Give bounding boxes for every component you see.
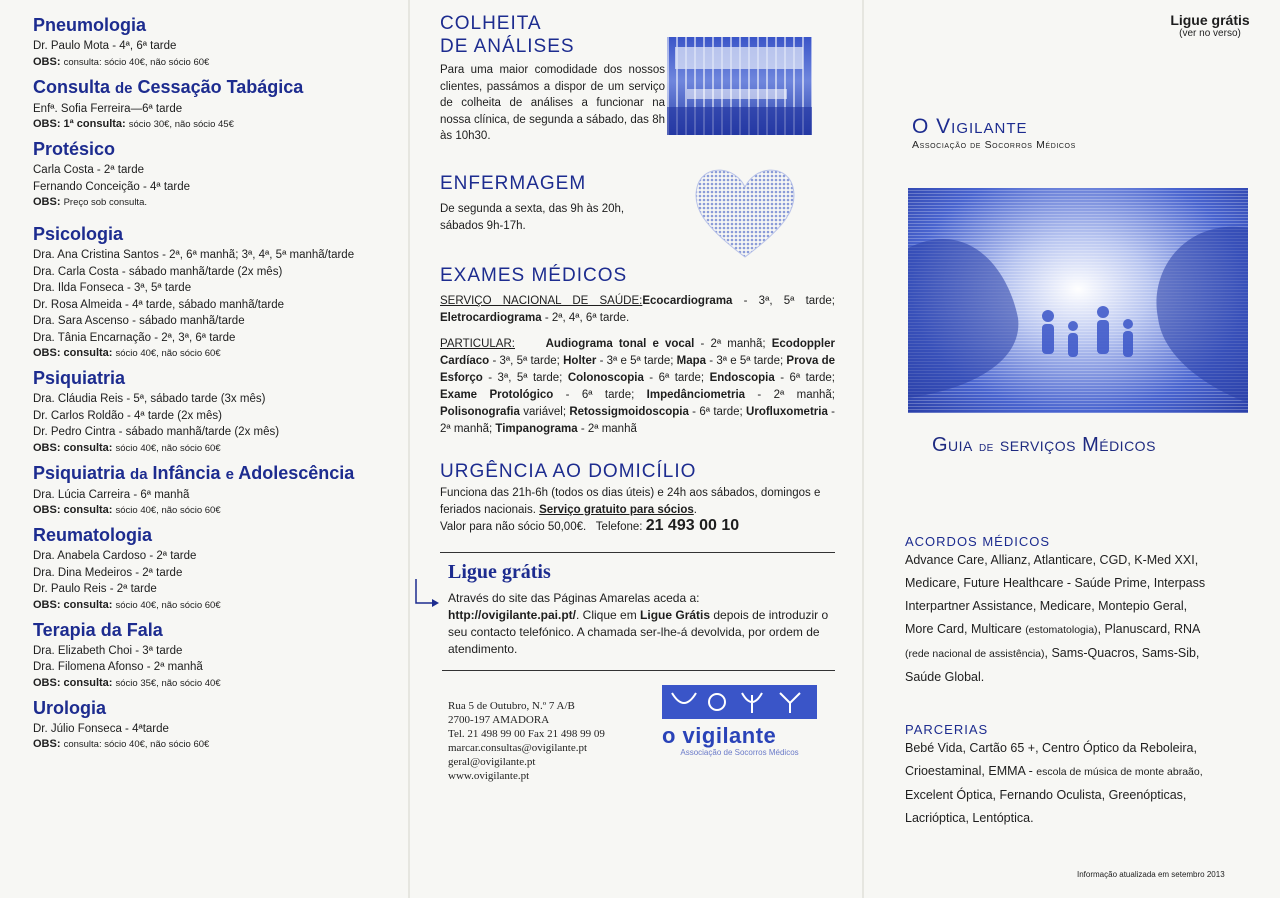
- enfermagem-text: De segunda a sexta, das 9h às 20h, sábados 9h-17h.: [440, 203, 625, 232]
- section-psiquiatria: [33, 368, 398, 456]
- obs-line: OBS: consulta: sócio 40€, não sócio 60€: [33, 55, 210, 68]
- section-title: Reumatologia: [33, 525, 153, 545]
- doctor-line: Dra. Anabela Cardoso - 2ª tarde: [33, 550, 197, 562]
- parcerias-section: [905, 722, 1265, 830]
- section-title: Urologia: [33, 697, 107, 718]
- section-enfermagem: [440, 172, 835, 262]
- section-pneumologia: [33, 15, 398, 70]
- section-ligue-gratis: [440, 553, 835, 670]
- logo-subtitle: Associação de Socorros Médicos: [680, 747, 799, 757]
- section-title: Protésico: [33, 139, 116, 159]
- arrow-icon: [412, 577, 442, 611]
- section-protesico: [33, 139, 398, 210]
- doctor-line: Dra. Sara Ascenso - sábado manhã/tarde: [33, 315, 245, 327]
- email-link[interactable]: geral@ovigilante.pt: [448, 755, 536, 768]
- acordos-section: [905, 534, 1265, 689]
- doctor-line: Dra. Cláudia Reis - 5ª, sábado tarde (3x mês): [33, 393, 266, 405]
- section-title: Psiquiatria da Infância e Adolescência: [33, 462, 355, 483]
- section-title: Psicologia: [33, 224, 124, 244]
- acordos-list: Advance Care, Allianz, Atlanticare, CGD, K-Med XXI, Medicare, Future Healthcare - Saúde Prime, Interpass Interpartner Assistance, Medicare, Montepio Geral, More Card, Multicare (estomatologia), Planuscard, RNA (rede nacional de assistência), Sams-Quacros, Sams-Sib, Saúde Global.: [905, 553, 1206, 684]
- heart-icon: [690, 162, 800, 262]
- ligue-text: Através do site das Páginas Amarelas aceda a: http://ovigilante.pai.pt/. Clique em Ligue Grátis depois de introduzir o seu contacto telefónico. A chamada ser-lhe-á devolvida, por ordem de atendimento.: [448, 590, 829, 656]
- org-header: [912, 115, 1076, 151]
- org-name: O Vigilante: [912, 115, 1028, 138]
- obs-line: OBS: consulta: sócio 40€, não sócio 60€: [33, 598, 221, 611]
- section-title: Ligue grátis: [448, 560, 551, 583]
- section-urologia: [33, 698, 398, 753]
- acordos-title: ACORDOS MÉDICOS: [905, 534, 1051, 549]
- logo-emblem-icon: [662, 685, 817, 719]
- section-title: DE ANÁLISES: [440, 36, 575, 57]
- logo: [662, 685, 817, 757]
- section-title: Consulta de Cessação Tabágica: [33, 76, 304, 97]
- ligue-gratis-badge: [1150, 12, 1270, 39]
- website-link[interactable]: www.ovigilante.pt: [448, 769, 530, 782]
- obs-line: OBS: consulta: sócio 40€, não sócio 60€: [33, 347, 221, 359]
- exames-particular: PARTICULAR: Audiograma tonal e vocal - 2ª manhã; Ecodoppler Cardíaco - 3ª, 5ª tarde; Holter - 3ª e 5ª tarde; Mapa - 3ª e 5ª tarde; Prova de Esforço - 3ª, 5ª tarde; Colonoscopia - 6ª tarde; Endoscopia - 6ª tarde; Exame Protológico - 6ª tarde; Impedânciometria - 2ª manhã; Polisonografia variável; Retossigmoidoscopia - 6ª tarde; Urofluxometria - 2ª manhã; Timpanograma - 2ª manhã: [440, 338, 836, 435]
- section-title: ENFERMAGEM: [440, 173, 587, 194]
- obs-line: OBS: 1ª consulta: sócio 30€, não sócio 45€: [33, 118, 234, 130]
- section-title: EXAMES MÉDICOS: [440, 265, 628, 286]
- divider: [442, 670, 835, 671]
- exames-sns: SERVIÇO NACIONAL DE SAÚDE:Ecocardiograma - 3ª, 5ª tarde; Eletrocardiograma - 2ª, 4ª, 6ª tarde.: [440, 295, 835, 324]
- section-title: Psiquiatria: [33, 368, 126, 388]
- hero-image: [908, 188, 1248, 413]
- section-title: Pneumologia: [33, 15, 147, 35]
- left-panel: [0, 0, 410, 898]
- address-line: Rua 5 de Outubro, N.º 7 A/B: [448, 699, 575, 712]
- section-reumatologia: [33, 525, 398, 613]
- middle-panel: [410, 0, 865, 898]
- doctor-line: Dra. Ilda Fonseca - 3ª, 5ª tarde: [33, 282, 192, 294]
- lab-photo: [667, 37, 812, 135]
- section-cessacao-tabagica: [33, 77, 398, 133]
- doctor-line: Dra. Tânia Encarnação - 2ª, 3ª, 6ª tarde: [33, 331, 236, 344]
- obs-line: OBS: Preço sob consulta.: [33, 196, 147, 208]
- doctor-line: Dra. Carla Costa - sábado manhã/tarde (2x mês): [33, 265, 283, 278]
- section-terapia-fala: [33, 620, 398, 691]
- logo-text: o vigilante: [662, 722, 777, 748]
- ligue-gratis-subtitle: (ver no verso): [1179, 28, 1241, 39]
- urgencia-text: Funciona das 21h-6h (todos os dias úteis) e 24h aos sábados, domingos e feriados nacionais. Serviço gratuito para sócios.: [440, 487, 821, 516]
- ligue-gratis-title: Ligue grátis: [1170, 12, 1250, 28]
- doctor-line: Dr. Júlio Fonseca - 4ªtarde: [33, 722, 169, 735]
- obs-line: OBS: consulta: sócio 35€, não sócio 40€: [33, 676, 221, 689]
- section-urgencia: [440, 460, 835, 536]
- obs-line: OBS: consulta: sócio 40€, não sócio 60€: [33, 738, 210, 750]
- parcerias-list: Bebé Vida, Cartão 65 +, Centro Óptico da Reboleira, Crioestaminal, EMMA - escola de música de monte abraão, Excelent Óptica, Fernando Oculista, Greenópticas, Lacrióptica, Lentóptica.: [905, 741, 1203, 825]
- doctor-line: Dra. Dina Medeiros - 2ª tarde: [33, 566, 183, 579]
- site-link[interactable]: http://ovigilante.pai.pt/: [448, 607, 576, 622]
- phone-number: 21 493 00 10: [645, 517, 740, 534]
- obs-line: OBS: consulta: sócio 40€, não sócio 60€: [33, 441, 221, 454]
- doctor-line: Dra. Ana Cristina Santos - 2ª, 6ª manhã; 3ª, 4ª, 5ª manhã/tarde: [33, 249, 355, 261]
- urgencia-price: Valor para não sócio 50,00€. Telefone: 21 493 00 10: [440, 517, 740, 534]
- section-exames: [440, 264, 835, 438]
- updated-note: Informação atualizada em setembro 2013: [1077, 870, 1225, 879]
- parcerias-title: PARCERIAS: [905, 722, 989, 737]
- doctor-line: Dr. Rosa Almeida - 4ª tarde, sábado manhã/tarde: [33, 298, 285, 311]
- section-title: URGÊNCIA AO DOMICÍLIO: [440, 461, 697, 482]
- doctor-line: Enfª. Sofia Ferreira—6ª tarde: [33, 102, 183, 115]
- doctor-line: Dra. Lúcia Carreira - 6ª manhã: [33, 488, 190, 501]
- phone-fax-line: Tel. 21 498 99 00 Fax 21 498 99 09: [448, 727, 605, 740]
- section-colheita: [440, 12, 835, 172]
- doctor-line: Dr. Paulo Reis - 2ª tarde: [33, 583, 157, 595]
- address-line: 2700-197 AMADORA: [448, 713, 550, 726]
- hero-illustration: [908, 188, 1248, 413]
- right-panel: [865, 0, 1280, 898]
- email-link[interactable]: marcar.consultas@ovigilante.pt: [448, 741, 588, 754]
- lab-photo-art: [667, 37, 812, 135]
- doctor-line: Fernando Conceição - 4ª tarde: [33, 180, 191, 193]
- guide-title: Guia de serviços Médicos: [932, 434, 1156, 456]
- org-subtitle: Associação de Socorros Médicos: [912, 139, 1076, 151]
- doctor-line: Dra. Filomena Afonso - 2ª manhã: [33, 661, 203, 673]
- section-psicologia: [33, 224, 398, 361]
- contacts-block: [440, 699, 835, 809]
- section-psiquiatria-infancia: [33, 463, 398, 519]
- obs-line: OBS: consulta: sócio 40€, não sócio 60€: [33, 504, 221, 516]
- colheita-text: Para uma maior comodidade dos nossos clientes, passámos a dispor de um serviço de colheita de análises a funcionar na nossa clínica, de segunda a sábado, das 8h às 10h30.: [440, 64, 665, 142]
- doctor-line: Dr. Paulo Mota - 4ª, 6ª tarde: [33, 40, 177, 52]
- doctor-line: Dr. Carlos Roldão - 4ª tarde (2x mês): [33, 409, 222, 422]
- section-title: COLHEITA: [440, 13, 542, 34]
- doctor-line: Dra. Elizabeth Choi - 3ª tarde: [33, 644, 183, 657]
- doctor-line: Carla Costa - 2ª tarde: [33, 164, 144, 176]
- section-title: Terapia da Fala: [33, 619, 163, 640]
- doctor-line: Dr. Pedro Cintra - sábado manhã/tarde (2x mês): [33, 426, 280, 438]
